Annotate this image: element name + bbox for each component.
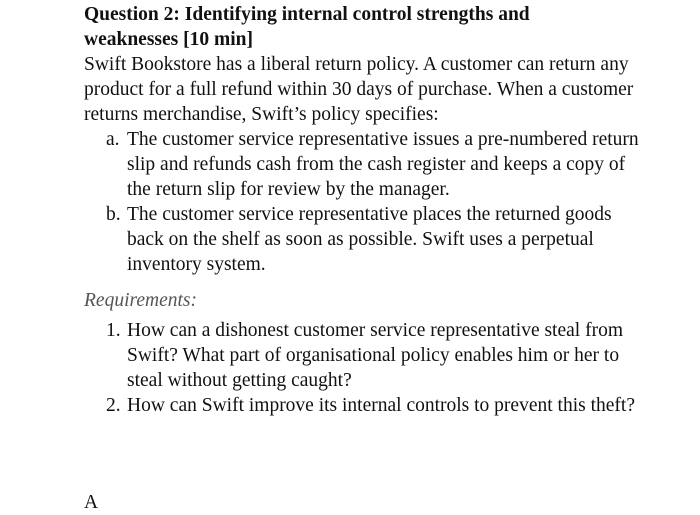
cut-off-answer-text: A bbox=[84, 492, 99, 513]
policy-item-text: The customer service representative places the returned goods back on the shelf as soon as possible. Swift uses a perpetual inventory system. bbox=[127, 204, 612, 275]
requirement-item-2 bbox=[106, 393, 644, 418]
requirements-heading: Requirements: bbox=[84, 290, 197, 311]
policy-item-b bbox=[106, 202, 644, 277]
requirements-list bbox=[84, 318, 644, 418]
requirement-item-text: How can Swift improve its internal controls to prevent this theft? bbox=[127, 395, 635, 416]
requirement-item-text: How can a dishonest customer service representative steal from Swift? What part of organisational policy enables him or her to steal without getting caught? bbox=[127, 320, 623, 391]
question-intro: Swift Bookstore has a liberal return policy. A customer can return any product for a full refund within 30 days of purchase. When a customer returns merchandise, Swift’s policy specifies: bbox=[84, 54, 634, 125]
requirement-item-marker: 2. bbox=[106, 395, 121, 416]
policy-list bbox=[84, 127, 644, 277]
question-title-line-1: Question 2: Identifying internal control strengths and bbox=[84, 4, 530, 25]
question-document bbox=[84, 2, 644, 418]
question-title-line-2: weaknesses [10 min] bbox=[84, 29, 253, 50]
policy-item-marker: b. bbox=[106, 204, 121, 225]
policy-item-marker: a. bbox=[106, 129, 120, 150]
requirement-item-1 bbox=[106, 318, 644, 393]
requirement-item-marker: 1. bbox=[106, 320, 121, 341]
policy-item-a bbox=[106, 127, 644, 202]
policy-item-text: The customer service representative issues a pre-numbered return slip and refunds cash from the cash register and keeps a copy of the return slip for review by the manager. bbox=[127, 129, 639, 200]
question-title bbox=[84, 2, 644, 52]
